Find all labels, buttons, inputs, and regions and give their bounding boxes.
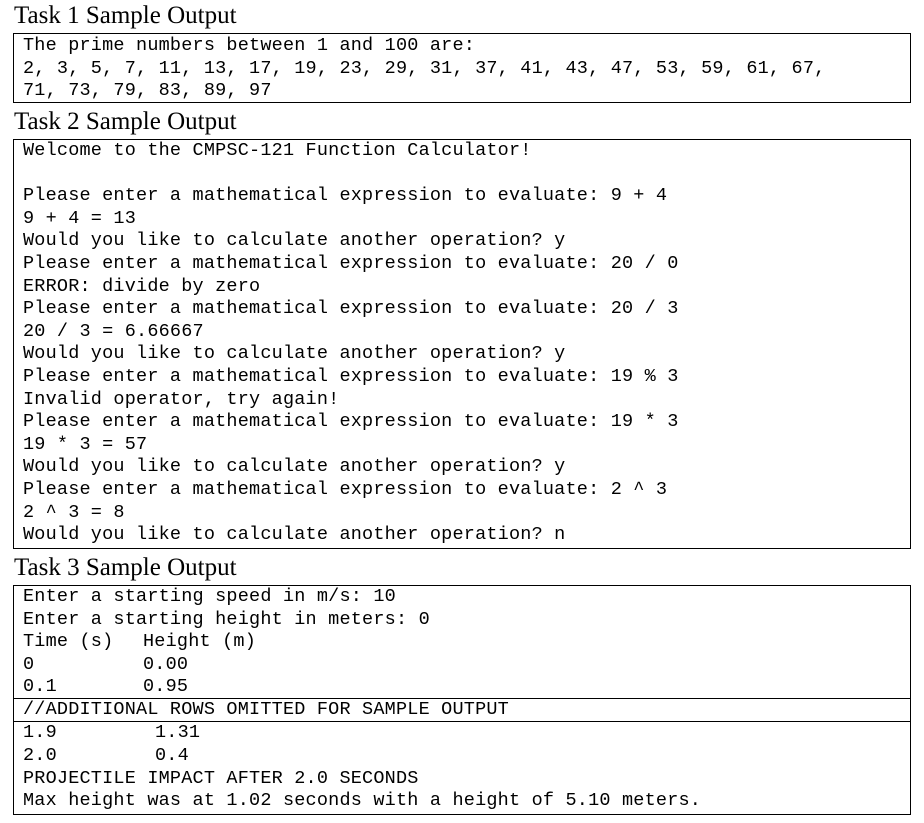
height-cell: 1.31 [155,722,201,744]
task1-output-box [13,33,911,103]
task3-heading: Task 3 Sample Output [14,554,237,581]
time-column-header: Time (s) [23,631,114,653]
task3-output-box [13,585,911,815]
time-cell: 0.1 [23,676,57,698]
task2-line: Please enter a mathematical expression to evaluate: 19 * 3 [23,411,679,433]
task1-line: 2, 3, 5, 7, 11, 13, 17, 19, 23, 29, 31, 37, 41, 43, 47, 53, 59, 61, 67, [23,57,826,79]
height-column-header: Height (m) [143,631,257,653]
height-cell: 0.00 [143,653,189,675]
impact-message: PROJECTILE IMPACT AFTER 2.0 SECONDS [23,767,419,789]
task2-line: Would you like to calculate another operation? n [23,524,566,546]
task1-line: The prime numbers between 1 and 100 are: [23,35,476,56]
table-row [14,721,910,745]
task2-line: 2 ^ 3 = 8 [23,501,125,523]
task3-speed-prompt: Enter a starting speed in m/s: 10 [23,586,396,607]
task1-line: 71, 73, 79, 83, 89, 97 [23,80,272,102]
task3-table-header [14,631,910,654]
task2-line: Invalid operator, try again! [23,388,340,410]
table-row [14,745,910,768]
time-cell: 1.9 [23,722,57,744]
table-row [14,654,910,677]
task2-line: Would you like to calculate another operation? y [23,230,566,252]
task1-heading: Task 1 Sample Output [14,2,237,29]
task2-line: Would you like to calculate another operation? y [23,343,566,365]
task2-line: Please enter a mathematical expression to evaluate: 19 % 3 [23,365,679,387]
task2-heading: Task 2 Sample Output [14,108,237,135]
table-row [14,676,910,698]
task2-output-box [13,139,911,549]
task2-line: ERROR: divide by zero [23,275,261,297]
task2-line: Please enter a mathematical expression to evaluate: 9 + 4 [23,185,668,207]
task2-line: 20 / 3 = 6.66667 [23,320,204,342]
task2-line: Please enter a mathematical expression to evaluate: 2 ^ 3 [23,478,668,500]
task2-line: Would you like to calculate another operation? y [23,456,566,478]
task2-line [14,163,910,186]
task2-line: 19 * 3 = 57 [23,433,148,455]
time-cell: 2.0 [23,744,57,766]
task2-line: Please enter a mathematical expression to evaluate: 20 / 0 [23,252,679,274]
height-cell: 0.95 [143,676,189,698]
time-cell: 0 [23,653,35,675]
task3-height-prompt: Enter a starting height in meters: 0 [23,608,430,630]
omitted-rows-note: //ADDITIONAL ROWS OMITTED FOR SAMPLE OUTPUT [14,698,910,721]
task2-line: Welcome to the CMPSC-121 Function Calculator! [23,140,532,161]
task2-line: 9 + 4 = 13 [23,207,137,229]
height-cell: 0.4 [155,744,189,766]
max-height-message: Max height was at 1.02 seconds with a height of 5.10 meters. [23,790,702,812]
task2-line: Please enter a mathematical expression to evaluate: 20 / 3 [23,298,679,320]
